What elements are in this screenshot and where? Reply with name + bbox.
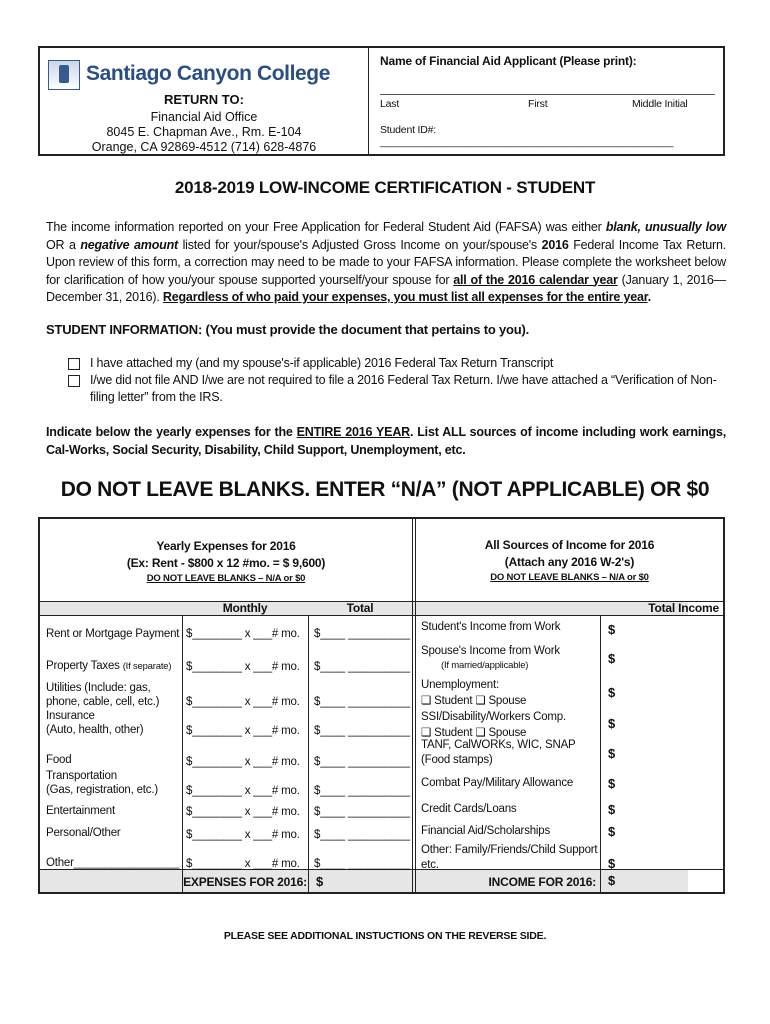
income-amount-field[interactable]: $ [608,746,616,761]
total-entry-field[interactable]: $____ __________ [314,858,410,870]
income-total-field[interactable]: $ [608,873,616,888]
income-label: Spouse's Income from Work [421,645,560,657]
expense-label: Insurance [46,710,95,722]
income-amount-field[interactable]: $ [608,776,616,791]
income-label: Combat Pay/Military Allowance [421,777,574,789]
monthly-entry-field[interactable]: $________ x ___# mo. [186,696,300,708]
monthly-entry-field[interactable]: $________ x ___# mo. [186,785,300,797]
non-filing-checkbox[interactable] [68,375,80,387]
monthly-entry-field[interactable]: $________ x ___# mo. [186,829,300,841]
expenses-total-label: EXPENSES FOR 2016: [183,875,307,889]
expense-label: Property Taxes (If separate) [46,660,172,672]
monthly-entry-field[interactable]: $________ x ___# mo. [186,628,300,640]
total-entry-field[interactable]: $____ __________ [314,725,410,737]
monthly-entry-field[interactable]: $________ x ___# mo. [186,725,300,737]
intro-emphasis-blank: blank, unusually low [605,220,726,234]
income-label: TANF, CalWORKs, WIC, SNAP [421,739,576,751]
income-amount-field[interactable]: $ [608,802,616,817]
do-not-leave-blanks-banner: DO NOT LEAVE BLANKS. ENTER “N/A” (NOT APPLICABLE) OR $0 [60,478,710,501]
income-amount-field[interactable]: $ [608,824,616,839]
expenses-heading: Yearly Expenses for 2016 [156,539,296,553]
college-logo-icon [48,60,80,90]
tax-transcript-checkbox[interactable] [68,358,80,370]
expenses-no-blanks: DO NOT LEAVE BLANKS – N/A or $0 [146,573,306,584]
income-attach: (Attach any 2016 W-2's) [504,555,635,569]
expense-label: Personal/Other [46,827,121,839]
income-label: Financial Aid/Scholarships [421,825,551,837]
income-label: Unemployment: [421,679,499,691]
income-note: etc. [421,859,439,871]
office-address: 8045 E. Chapman Ave., Rm. E-104 [106,125,302,139]
income-label: Credit Cards/Loans [421,803,517,815]
return-to-label: RETURN TO: [164,92,244,107]
income-total-label: INCOME FOR 2016: [488,875,596,889]
expenses-example: (Ex: Rent - $800 x 12 #mo. = $ 9,600) [126,556,326,570]
expense-note: (Gas, registration, etc.) [46,784,158,796]
monthly-entry-field[interactable]: $________ x ___# mo. [186,661,300,673]
applicant-name-field[interactable] [380,94,715,95]
expense-label: Utilities (Include: gas, phone, cable, cell, etc.) [46,682,160,708]
middle-initial-label: Middle Initial [632,98,688,110]
income-note: (If married/applicable) [441,660,529,671]
income-checkbox-row[interactable]: ❑ Student ❑ Spouse [421,695,527,707]
non-filing-option: I/we did not file AND I/we are not required to file a 2016 Federal Tax Return. I/we have attached a “Verification of Non-filing letter” from the IRS. [90,373,717,404]
expenses-total-field[interactable]: $ [316,874,324,889]
income-amount-field[interactable]: $ [608,716,616,731]
intro-emphasis-negative: negative amount [80,237,178,252]
income-no-blanks: DO NOT LEAVE BLANKS – N/A or $0 [490,572,649,583]
total-entry-field[interactable]: $____ __________ [314,696,410,708]
last-name-label: Last [380,98,400,110]
student-id-field[interactable]: Student ID#: ____________________________________________________ [380,124,674,148]
intro-regardless: Regardless of who paid your expenses, you must list all expenses for the entire year [162,290,648,304]
indicate-instructions: Indicate below the yearly expenses for the ENTIRE 2016 YEAR. List ALL sources of income including work earnings, Cal-Works, Social Security, Disability, Child Support, Unemployment, etc. [46,425,726,457]
monthly-entry-field[interactable]: $________ x ___# mo. [186,806,300,818]
total-entry-field[interactable]: $____ __________ [314,829,410,841]
income-label: Other: Family/Friends/Child Support [421,844,598,856]
form-title: 2018-2019 LOW-INCOME CERTIFICATION - STUDENT [174,178,596,197]
expense-label: Entertainment [46,805,115,817]
return-address-header [38,46,725,156]
monthly-column-header: Monthly [222,601,268,615]
tax-transcript-option: I have attached my (and my spouse's-if applicable) 2016 Federal Tax Return Transcript [90,356,554,370]
intro-paragraph: The income information reported on your Free Application for Federal Student Aid (FAFSA) was either blank, unusually low OR a negative amount listed for your/spouse's Adjusted Gross Income on your/spouse's 2016 Federal Income Tax Return. Upon review of this form, a correction may need to be made to your FAFSA information. Please complete the worksheet below for clarification of how you/your spouse supported yourself/your spouse for all of the 2016 calendar year (January 1, 2016—December 31, 2016). Regardless of who paid your expenses, you must list all expenses for the entire year. [46,220,726,304]
monthly-entry-field[interactable]: $________ x ___# mo. [186,756,300,768]
expense-income-table [38,517,725,894]
expense-label: Other_________________ [46,857,180,869]
income-label: SSI/Disability/Workers Comp. [421,711,567,723]
total-entry-field[interactable]: $____ __________ [314,785,410,797]
income-amount-field[interactable]: $ [608,856,616,871]
total-entry-field[interactable]: $____ __________ [314,756,410,768]
expense-label: Rent or Mortgage Payment [46,628,180,640]
total-column-header: Total [346,601,374,615]
income-checkbox-row[interactable]: ❑ Student ❑ Spouse [421,727,527,739]
applicant-name-label: Name of Financial Aid Applicant (Please print): [380,54,637,68]
income-label: Student's Income from Work [421,621,561,633]
total-income-column-header: Total Income [648,601,719,615]
income-heading: All Sources of Income for 2016 [484,538,655,552]
total-entry-field[interactable]: $____ __________ [314,661,410,673]
college-name: Santiago Canyon College [86,62,330,85]
income-note: (Food stamps) [421,754,493,766]
expense-note: (Auto, health, other) [46,724,144,736]
office-name: Financial Aid Office [150,110,258,124]
total-entry-field[interactable]: $____ __________ [314,806,410,818]
total-entry-field[interactable]: $____ __________ [314,628,410,640]
reverse-side-note: PLEASE SEE ADDITIONAL INSTUCTIONS ON THE REVERSE SIDE. [223,930,547,942]
expense-label: Food [46,754,72,766]
student-information-heading: STUDENT INFORMATION: (You must provide the document that pertains to you). [46,322,530,337]
income-amount-field[interactable]: $ [608,651,616,666]
income-amount-field[interactable]: $ [608,685,616,700]
income-amount-field[interactable]: $ [608,622,616,637]
first-name-label: First [528,98,548,110]
expense-label: Transportation [46,770,117,782]
monthly-entry-field[interactable]: $________ x ___# mo. [186,858,300,870]
office-city-phone: Orange, CA 92869-4512 (714) 628-4876 [91,140,317,154]
